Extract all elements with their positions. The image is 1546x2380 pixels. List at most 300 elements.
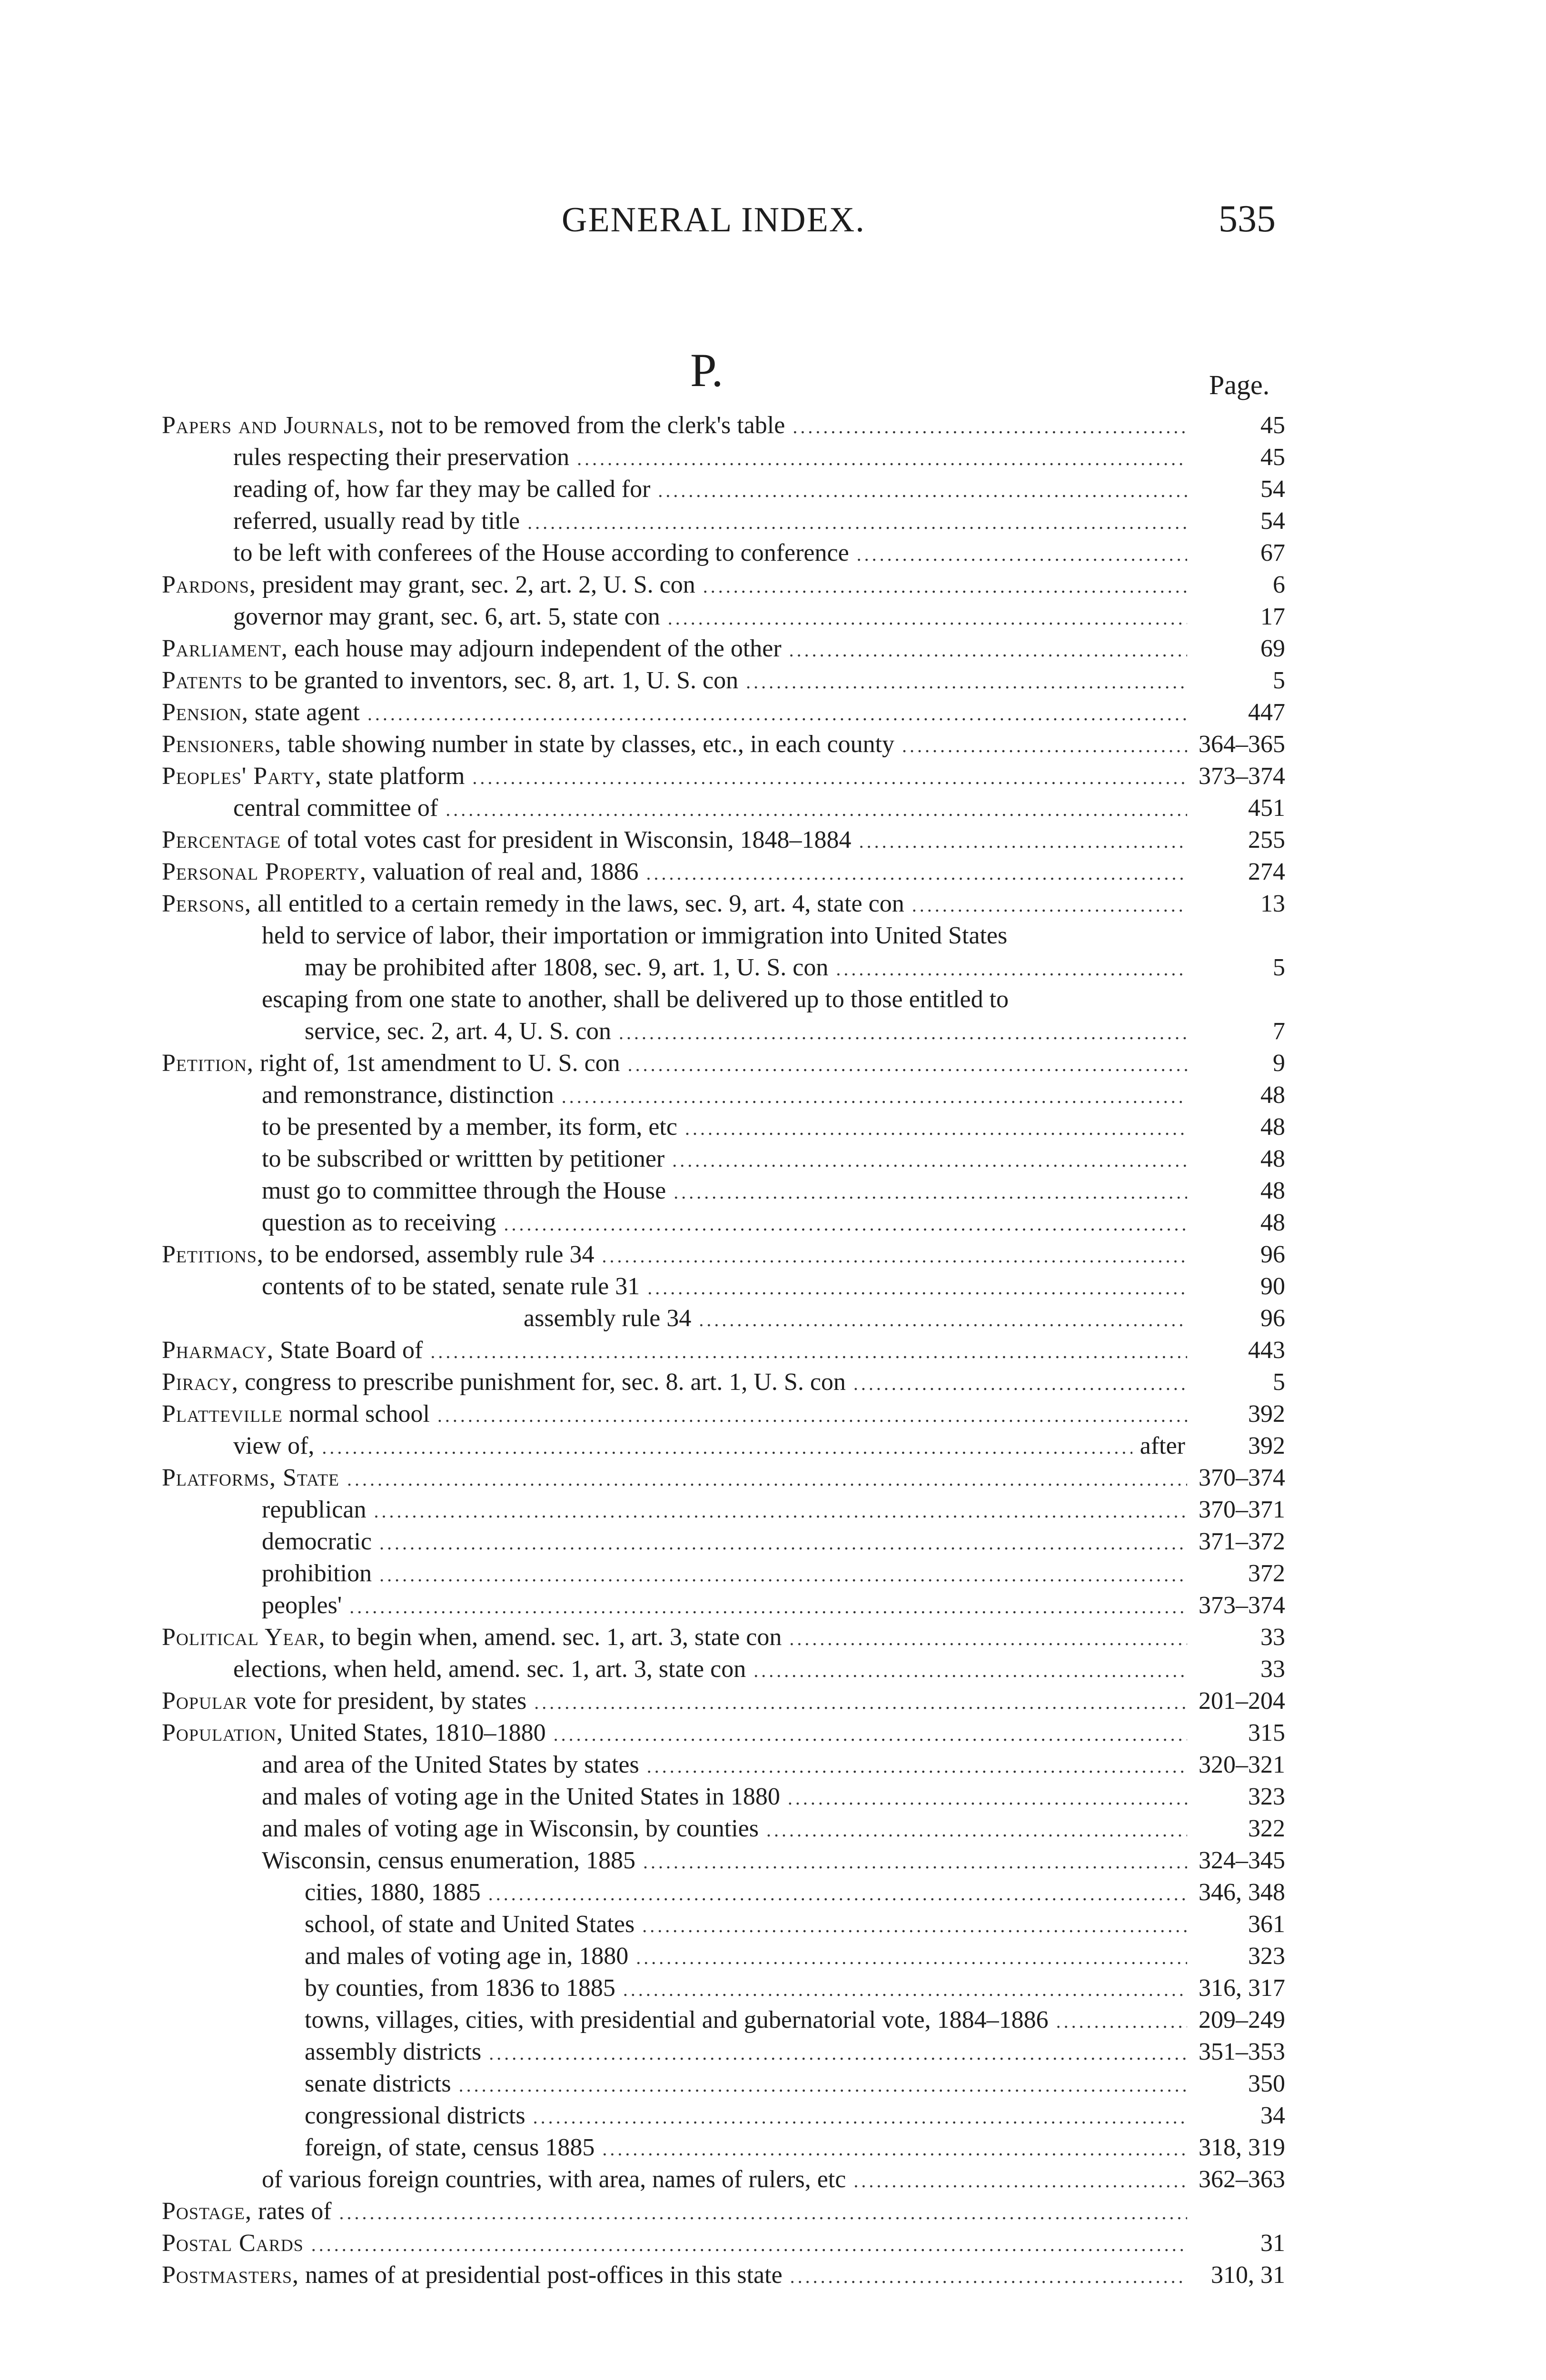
dot-leader — [853, 1368, 1187, 1399]
page-reference: 324–345 — [1199, 1847, 1285, 1874]
entry-text — [262, 1143, 664, 1175]
page-reference: 31 — [1260, 2230, 1285, 2257]
dot-leader — [446, 793, 1187, 825]
page-reference: 45 — [1260, 444, 1285, 471]
entry-heading: Papers and Journals, — [162, 412, 385, 439]
entry-description: valuation of real and, 1886 — [366, 858, 639, 885]
entry-text — [305, 1940, 628, 1972]
page-number: 535 — [1219, 198, 1276, 240]
page-reference: 310, 31 — [1211, 2261, 1285, 2289]
page-reference: 209–249 — [1199, 2006, 1285, 2033]
page-reference: 255 — [1248, 826, 1285, 853]
entry-text — [305, 2036, 481, 2068]
page-reference: 96 — [1260, 1241, 1285, 1268]
entry-description: elections, when held, amend. sec. 1, art. 3, state con — [233, 1656, 746, 1683]
index-entry — [162, 1398, 1285, 1430]
index-entry — [162, 2004, 1285, 2036]
entry-text — [305, 2132, 595, 2163]
index-entry — [162, 1239, 1285, 1270]
entry-text — [305, 1908, 634, 1940]
entry-text — [162, 824, 852, 856]
entry-text — [162, 760, 465, 792]
entry-description: congress to prescribe punishment for, sec. 8. art. 1, U. S. con — [238, 1368, 846, 1396]
index-entry — [162, 1621, 1285, 1653]
entry-description: cities, 1880, 1885 — [305, 1879, 481, 1906]
index-entries — [162, 409, 1285, 2291]
index-entry — [162, 1813, 1285, 1844]
entry-text — [262, 1526, 372, 1557]
index-entry — [162, 952, 1285, 983]
dot-leader — [322, 1431, 1132, 1463]
index-entry — [162, 1749, 1285, 1781]
entry-text — [233, 505, 520, 537]
page-reference: 315 — [1248, 1719, 1285, 1746]
page-reference: 274 — [1248, 858, 1285, 885]
entry-text — [262, 1813, 759, 1844]
entry-description: rates of — [252, 2198, 332, 2225]
entry-description: United States, 1810–1880 — [283, 1719, 546, 1746]
dot-leader — [766, 1814, 1187, 1846]
entry-heading: Pensioners, — [162, 731, 281, 758]
page-reference: 316, 317 — [1199, 1974, 1285, 2002]
index-entry — [162, 1844, 1285, 1876]
entry-text — [305, 1876, 481, 1908]
entry-description: assembly districts — [305, 2038, 482, 2065]
page-reference: 33 — [1260, 1624, 1285, 1651]
entry-heading: Pardons, — [162, 571, 256, 598]
entry-description: contents of to be stated, senate rule 31 — [262, 1273, 640, 1300]
entry-description: and males of voting age in the United States in 1880 — [262, 1783, 780, 1810]
index-entry — [162, 537, 1285, 569]
page-reference: 13 — [1260, 890, 1285, 917]
entry-text — [305, 2068, 451, 2100]
entry-text — [162, 633, 782, 664]
index-entry — [162, 2163, 1285, 2195]
entry-text — [262, 1111, 677, 1143]
dot-leader — [347, 1463, 1187, 1495]
entry-description: to begin when, amend. sec. 1, art. 3, state con — [325, 1624, 782, 1651]
entry-description: question as to receiving — [262, 1209, 496, 1236]
entry-description: to be left with conferees of the House according to conference — [233, 539, 849, 566]
page-reference: 67 — [1260, 539, 1285, 566]
index-entry — [162, 2259, 1285, 2291]
entry-text — [162, 664, 738, 696]
index-entry — [162, 664, 1285, 696]
page-reference: 346, 348 — [1199, 1879, 1285, 1906]
dot-leader — [793, 411, 1187, 443]
entry-description: to be granted to inventors, sec. 8, art. 1, U. S. con — [242, 667, 739, 694]
index-entry — [162, 1366, 1285, 1398]
entry-description: and males of voting age in Wisconsin, by counties — [262, 1815, 759, 1842]
entry-text — [162, 1462, 339, 1494]
entry-heading: Petitions, — [162, 1241, 264, 1268]
page-reference: 33 — [1260, 1656, 1285, 1683]
dot-leader — [658, 475, 1187, 506]
dot-leader — [367, 698, 1187, 730]
page-column-label: Page. — [1209, 369, 1270, 400]
entry-description: school, of state and United States — [305, 1911, 635, 1938]
page-reference: 48 — [1260, 1177, 1285, 1204]
page-reference: 373–374 — [1199, 1592, 1285, 1619]
index-entry — [162, 1047, 1285, 1079]
dot-leader — [577, 443, 1187, 475]
page-reference: 96 — [1260, 1305, 1285, 1332]
index-entry — [162, 2195, 1285, 2227]
entry-description: table showing number in state by classes, etc., in each county — [281, 731, 895, 758]
entry-text — [305, 1972, 615, 2004]
entry-text — [262, 1270, 640, 1302]
dot-leader — [489, 2037, 1187, 2069]
dot-leader — [623, 1973, 1187, 2005]
entry-description: of total votes cast for president in Wisconsin, 1848–1884 — [281, 826, 852, 853]
dot-leader — [699, 1304, 1187, 1336]
entry-description: Wisconsin, census enumeration, 1885 — [262, 1847, 635, 1874]
index-entry — [162, 2227, 1285, 2259]
index-entry — [162, 1526, 1285, 1557]
dot-leader — [459, 2069, 1187, 2101]
entry-text — [162, 1685, 526, 1717]
page-reference: 34 — [1260, 2102, 1285, 2129]
index-entry — [162, 1175, 1285, 1207]
dot-leader — [504, 1208, 1187, 1240]
entry-description: by counties, from 1836 to 1885 — [305, 1974, 615, 2002]
entry-text — [162, 856, 639, 888]
index-entry — [162, 1972, 1285, 2004]
dot-leader — [859, 825, 1187, 857]
dot-leader — [836, 953, 1187, 985]
entry-text — [262, 1494, 366, 1526]
index-entry — [162, 2068, 1285, 2100]
index-entry — [162, 1430, 1285, 1462]
page-reference: 361 — [1248, 1911, 1285, 1938]
index-entry — [162, 1270, 1285, 1302]
entry-description: governor may grant, sec. 6, art. 5, state con — [233, 603, 660, 630]
dot-leader — [554, 1718, 1187, 1750]
entry-text — [162, 696, 360, 728]
entry-heading: Petition, — [162, 1050, 254, 1077]
after-note: after — [1140, 1432, 1185, 1459]
dot-leader — [636, 1942, 1187, 1973]
index-entry — [162, 1908, 1285, 1940]
dot-leader — [562, 1081, 1187, 1112]
entry-text — [262, 1079, 554, 1111]
entry-description: peoples' — [262, 1592, 342, 1619]
page-reference: 320–321 — [1199, 1751, 1285, 1778]
entry-description: state agent — [248, 699, 360, 726]
entry-description: and males of voting age in, 1880 — [305, 1943, 629, 1970]
entry-description: escaping from one state to another, shall be delivered up to those entitled to — [262, 986, 1009, 1013]
entry-text — [262, 1589, 342, 1621]
entry-text — [305, 2004, 1049, 2036]
entry-description: vote for president, by states — [247, 1687, 527, 1715]
entry-description: right of, 1st amendment to U. S. con — [253, 1050, 620, 1077]
page-reference: 370–371 — [1199, 1496, 1285, 1523]
dot-leader — [349, 1591, 1187, 1623]
index-entry — [162, 696, 1285, 728]
entry-description: held to service of labor, their importation or immigration into United States — [262, 922, 1008, 949]
page-reference: 392 — [1248, 1400, 1285, 1428]
dot-leader — [602, 2133, 1187, 2165]
index-entry — [162, 1653, 1285, 1685]
dot-leader — [374, 1495, 1187, 1527]
entry-text — [162, 1621, 782, 1653]
index-entry — [162, 505, 1285, 537]
page-reference: 9 — [1273, 1050, 1285, 1077]
entry-text — [162, 1398, 430, 1430]
entry-description: view of, — [233, 1432, 315, 1459]
index-entry — [162, 856, 1285, 888]
page-reference: 201–204 — [1199, 1687, 1285, 1715]
index-entry — [162, 1111, 1285, 1143]
dot-leader — [1056, 2005, 1187, 2037]
entry-text — [162, 888, 904, 920]
index-entry — [162, 1015, 1285, 1047]
dot-leader — [668, 602, 1187, 634]
page-reference: 6 — [1273, 571, 1285, 598]
entry-text — [162, 1366, 846, 1398]
index-entry — [162, 1302, 1285, 1334]
entry-text — [162, 1334, 423, 1366]
entry-description: president may grant, sec. 2, art. 2, U. S. con — [256, 571, 695, 598]
index-entry — [162, 1462, 1285, 1494]
entry-heading: Pharmacy, — [162, 1337, 274, 1364]
entry-heading: Parliament, — [162, 635, 288, 662]
dot-leader — [853, 2165, 1187, 2197]
entry-text — [162, 2259, 783, 2291]
entry-description: names of at presidential post-offices in this state — [298, 2261, 783, 2289]
dot-leader — [339, 2197, 1187, 2229]
page-reference: 372 — [1248, 1560, 1285, 1587]
entry-heading: Patents — [162, 667, 243, 694]
index-entry — [162, 728, 1285, 760]
index-entry — [162, 1685, 1285, 1717]
entry-description: normal school — [282, 1400, 430, 1428]
entry-heading: Popular — [162, 1687, 248, 1715]
index-entry — [162, 441, 1285, 473]
entry-heading: Postage, — [162, 2198, 252, 2225]
dot-leader — [437, 1399, 1187, 1431]
dot-leader — [643, 1846, 1187, 1878]
entry-description: rules respecting their preservation — [233, 444, 570, 471]
entry-text — [305, 952, 828, 983]
entry-heading: Postal Cards — [162, 2230, 304, 2257]
entry-heading: Peoples' Party, — [162, 763, 322, 790]
entry-heading: Pension, — [162, 699, 248, 726]
dot-leader — [488, 1878, 1187, 1910]
index-entry — [162, 633, 1285, 664]
page-reference: 318, 319 — [1199, 2134, 1285, 2161]
dot-leader — [753, 1655, 1187, 1686]
index-entry — [162, 409, 1285, 441]
page-reference: 48 — [1260, 1113, 1285, 1140]
entry-heading: Platteville — [162, 1400, 283, 1428]
entry-description: assembly rule 34 — [524, 1305, 692, 1332]
entry-heading: Postmasters, — [162, 2261, 299, 2289]
entry-text — [233, 1430, 314, 1462]
entry-description: to be endorsed, assembly rule 34 — [263, 1241, 595, 1268]
dot-leader — [789, 634, 1187, 666]
dot-leader — [602, 1240, 1187, 1272]
entry-text — [305, 2100, 525, 2132]
page-reference: 447 — [1248, 699, 1285, 726]
page-reference: 364–365 — [1199, 731, 1285, 758]
dot-leader — [628, 1049, 1187, 1081]
entry-description: reading of, how far they may be called for — [233, 476, 651, 503]
entry-heading: Political Year, — [162, 1624, 326, 1651]
entry-heading: Personal Property, — [162, 858, 367, 885]
entry-description: to be presented by a member, its form, etc — [262, 1113, 677, 1140]
page-reference: 7 — [1273, 1018, 1285, 1045]
page-reference: 48 — [1260, 1145, 1285, 1172]
index-entry — [162, 2100, 1285, 2132]
entry-text — [262, 983, 1009, 1015]
page-reference: 451 — [1248, 794, 1285, 822]
page-reference: 370–374 — [1199, 1464, 1285, 1491]
entry-heading: Population, — [162, 1719, 283, 1746]
page-reference: 392 — [1248, 1432, 1285, 1459]
dot-leader — [703, 570, 1187, 602]
entry-description: and area of the United States by states — [262, 1751, 639, 1778]
page-reference: 323 — [1248, 1943, 1285, 1970]
entry-text — [162, 409, 785, 441]
index-entry — [162, 1334, 1285, 1366]
index-entry — [162, 920, 1285, 952]
index-entry — [162, 824, 1285, 856]
entry-description: state platform — [322, 763, 465, 790]
entry-text — [233, 792, 438, 824]
dot-leader — [685, 1112, 1187, 1144]
page-reference: 48 — [1260, 1081, 1285, 1109]
dot-leader — [902, 730, 1187, 762]
entry-description: may be prohibited after 1808, sec. 9, art. 1, U. S. con — [305, 954, 829, 981]
entry-text — [162, 1047, 620, 1079]
entry-heading: Piracy, — [162, 1368, 238, 1396]
dot-leader — [379, 1527, 1187, 1559]
entry-description: republican — [262, 1496, 367, 1523]
entry-text — [162, 728, 894, 760]
entry-text — [162, 569, 695, 601]
dot-leader — [912, 889, 1187, 921]
dot-leader — [674, 1176, 1187, 1208]
dot-leader — [790, 2261, 1187, 2292]
entry-description: democratic — [262, 1528, 372, 1555]
index-entry — [162, 1781, 1285, 1813]
index-entry — [162, 1494, 1285, 1526]
entry-heading: Persons, — [162, 890, 251, 917]
index-entry — [162, 473, 1285, 505]
entry-description: towns, villages, cities, with presidential and gubernatorial vote, 1884–1886 — [305, 2006, 1049, 2033]
page-reference: 5 — [1273, 954, 1285, 981]
entry-description: prohibition — [262, 1560, 372, 1587]
entry-text — [305, 1015, 611, 1047]
index-entry — [162, 1143, 1285, 1175]
index-entry — [162, 601, 1285, 633]
page-reference: 351–353 — [1199, 2038, 1285, 2065]
entry-heading: Percentage — [162, 826, 281, 853]
page-reference: 443 — [1248, 1337, 1285, 1364]
entry-description: referred, usually read by title — [233, 507, 520, 535]
dot-leader — [619, 1017, 1187, 1049]
entry-text — [233, 601, 660, 633]
index-entry — [162, 569, 1285, 601]
page-header — [0, 0, 1546, 286]
dot-leader — [430, 1336, 1187, 1368]
page-reference: 362–363 — [1199, 2166, 1285, 2193]
entry-description: to be subscribed or writtten by petitioner — [262, 1145, 665, 1172]
index-entry — [162, 983, 1285, 1015]
entry-text — [262, 2163, 846, 2195]
entry-text — [262, 920, 1007, 952]
dot-leader — [672, 1144, 1187, 1176]
entry-text — [262, 1781, 780, 1813]
page-reference: 373–374 — [1199, 763, 1285, 790]
entry-text — [233, 1653, 746, 1685]
entry-description: not to be removed from the clerk's table — [385, 412, 785, 439]
index-entry — [162, 1940, 1285, 1972]
section-letter: P. — [690, 344, 723, 397]
page-reference: 45 — [1260, 412, 1285, 439]
entry-description: each house may adjourn independent of the other — [287, 635, 782, 662]
dot-leader — [646, 857, 1187, 889]
entry-text — [233, 473, 650, 505]
dot-leader — [379, 1559, 1187, 1591]
page-reference: 48 — [1260, 1209, 1285, 1236]
page-reference: 5 — [1273, 667, 1285, 694]
entry-text — [162, 1239, 595, 1270]
dot-leader — [534, 1686, 1187, 1718]
page-reference: 17 — [1260, 603, 1285, 630]
dot-leader — [527, 506, 1187, 538]
dot-leader — [311, 2229, 1187, 2261]
entry-text — [524, 1302, 691, 1334]
dot-leader — [788, 1782, 1187, 1814]
entry-text — [262, 1207, 496, 1239]
entry-description: central committee of — [233, 794, 438, 822]
entry-text — [233, 537, 849, 569]
page-reference: 90 — [1260, 1273, 1285, 1300]
dot-leader — [472, 762, 1187, 793]
entry-description: and remonstrance, distinction — [262, 1081, 554, 1109]
index-entry — [162, 1557, 1285, 1589]
page-reference: 371–372 — [1199, 1528, 1285, 1555]
entry-text — [262, 1557, 372, 1589]
dot-leader — [746, 666, 1187, 698]
page-reference: 54 — [1260, 507, 1285, 535]
entry-description: must go to committee through the House — [262, 1177, 666, 1204]
entry-description: congressional districts — [305, 2102, 525, 2129]
entry-description: all entitled to a certain remedy in the laws, sec. 9, art. 4, state con — [251, 890, 904, 917]
dot-leader — [857, 538, 1187, 570]
page-reference: 69 — [1260, 635, 1285, 662]
page-reference: 323 — [1248, 1783, 1285, 1810]
entry-text — [262, 1175, 666, 1207]
entry-text — [262, 1844, 635, 1876]
entry-text — [162, 2195, 332, 2227]
entry-text — [162, 1717, 546, 1749]
index-entry — [162, 1589, 1285, 1621]
page-reference: 350 — [1248, 2070, 1285, 2097]
entry-description: senate districts — [305, 2070, 451, 2097]
index-entry — [162, 888, 1285, 920]
entry-description: foreign, of state, census 1885 — [305, 2134, 595, 2161]
entry-description: of various foreign countries, with area, names of rulers, etc — [262, 2166, 846, 2193]
dot-leader — [642, 1910, 1187, 1942]
index-entry — [162, 1207, 1285, 1239]
running-title: GENERAL INDEX. — [562, 200, 865, 239]
entry-description: State Board of — [273, 1337, 423, 1364]
index-entry — [162, 792, 1285, 824]
entry-text — [262, 1749, 639, 1781]
